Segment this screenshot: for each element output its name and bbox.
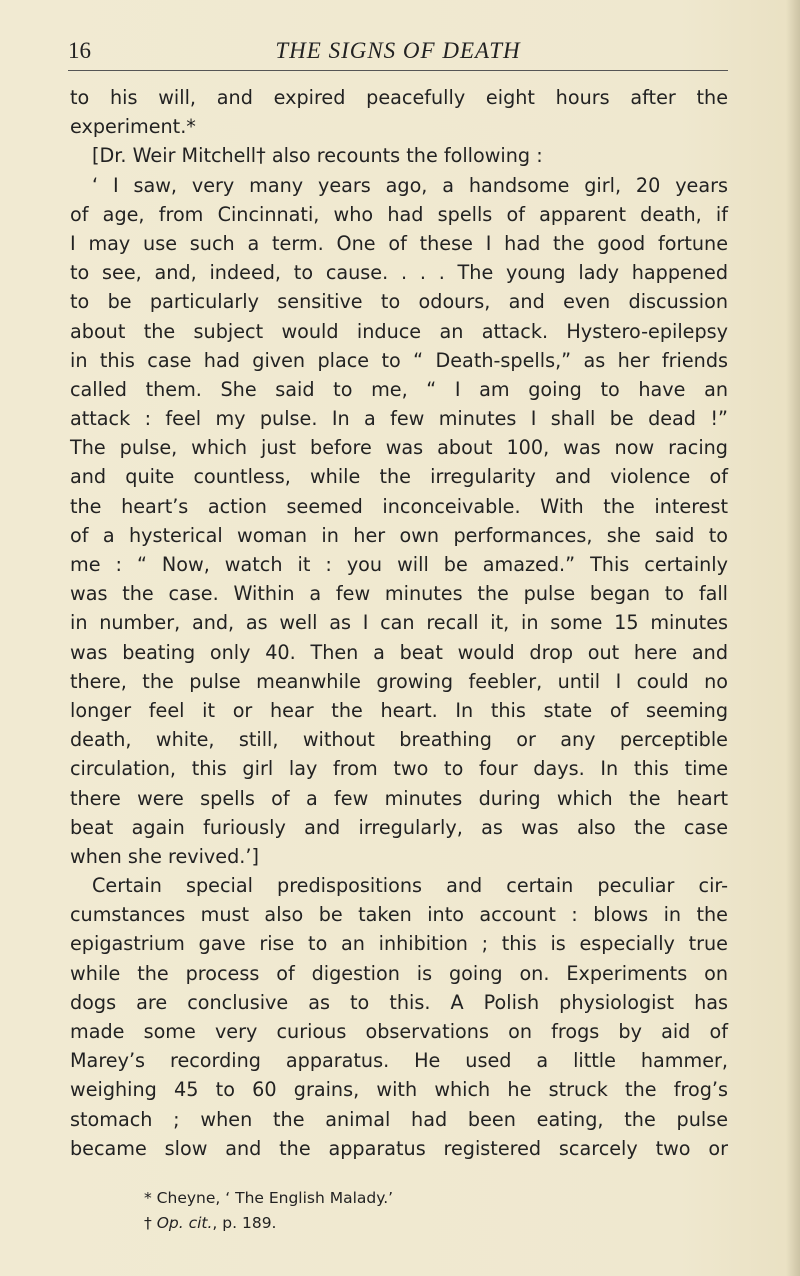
text-line: about the subject would induce an attack. Hystero-epilepsy (70, 319, 728, 343)
footnote-op-cit (144, 1211, 393, 1236)
text-line: in number, and, as well as I can recall it, in some 15 minutes (70, 611, 728, 635)
text-line: cumstances must also be taken into account : blows in the (70, 903, 728, 927)
running-head (68, 36, 728, 71)
text-line: made some very curious observations on frogs by aid of (70, 1020, 728, 1043)
text-line: there were spells of a few minutes during which the heart (70, 786, 728, 810)
footnote-reference: Op. cit. (156, 1214, 213, 1232)
text-line: experiment.* (70, 115, 196, 139)
text-line: [Dr. Weir Mitchell† also recounts the following : (92, 144, 543, 168)
text-line: was beating only 40. Then a beat would drop out here and (70, 640, 728, 664)
text-line: in this case had given place to “ Death-spells,” as her friends (70, 348, 728, 372)
text-line: longer feel it or hear the heart. In this state of seeming (70, 698, 728, 722)
text-line: called them. She said to me, “ I am going to have an (70, 377, 728, 401)
text-line: and quite countless, while the irregularity and violence of (70, 465, 728, 489)
text-line: while the process of digestion is going on. Experiments on (70, 961, 728, 985)
text-line: me : “ Now, watch it : you will be amazed.” This certainly (70, 553, 728, 576)
text-line: to see, and, indeed, to cause. . . . The young lady happened (70, 261, 728, 285)
page-edge-shadow (786, 0, 800, 1276)
text-line: I may use such a term. One of these I had the good fortune (70, 231, 728, 255)
dagger-mark: † (144, 1214, 152, 1232)
text-line: there, the pulse meanwhile growing feebler, until I could no (70, 669, 728, 693)
text-line: epigastrium gave rise to an inhibition ; this is especially true (70, 932, 728, 956)
footnotes (144, 1186, 393, 1236)
footnote-cheyne: * Cheyne, ‘ The English Malady.’ (144, 1189, 394, 1207)
text-line: weighing 45 to 60 grains, with which he struck the frog’s (70, 1078, 728, 1102)
running-title: THE SIGNS OF DEATH (275, 38, 521, 63)
text-line: death, white, still, without breathing or any perceptible (70, 728, 728, 752)
text-line: stomach ; when the animal had been eating, the pulse (70, 1107, 728, 1131)
text-line: of age, from Cincinnati, who had spells of apparent death, if (70, 202, 728, 226)
text-line: to be particularly sensitive to odours, and even discussion (70, 290, 728, 314)
page-number: 16 (68, 38, 91, 63)
text-line: became slow and the apparatus registered scarcely two or (70, 1136, 728, 1160)
text-line: beat again furiously and irregularly, as was also the case (70, 815, 728, 839)
text-line: ‘ I saw, very many years ago, a handsome girl, 20 years (92, 173, 728, 197)
text-line: dogs are conclusive as to this. A Polish physiologist has (70, 990, 728, 1014)
text-line: to his will, and expired peacefully eight hours after the (70, 86, 728, 109)
text-line: when she revived.’] (70, 844, 259, 868)
text-line: was the case. Within a few minutes the pulse began to fall (70, 582, 728, 606)
text-line: Certain special predispositions and certain peculiar cir- (92, 874, 728, 898)
text-line: circulation, this girl lay from two to four days. In this time (70, 757, 728, 781)
text-line: of a hysterical woman in her own performances, she said to (70, 523, 728, 547)
text-line: The pulse, which just before was about 100, was now racing (70, 436, 728, 460)
footnote-page: , p. 189. (212, 1214, 277, 1232)
text-line: attack : feel my pulse. In a few minutes I shall be dead !” (70, 407, 728, 431)
text-line: the heart’s action seemed inconceivable. With the interest (70, 494, 728, 518)
text-line: Marey’s recording apparatus. He used a little hammer, (70, 1049, 728, 1073)
body-text (70, 83, 728, 1163)
